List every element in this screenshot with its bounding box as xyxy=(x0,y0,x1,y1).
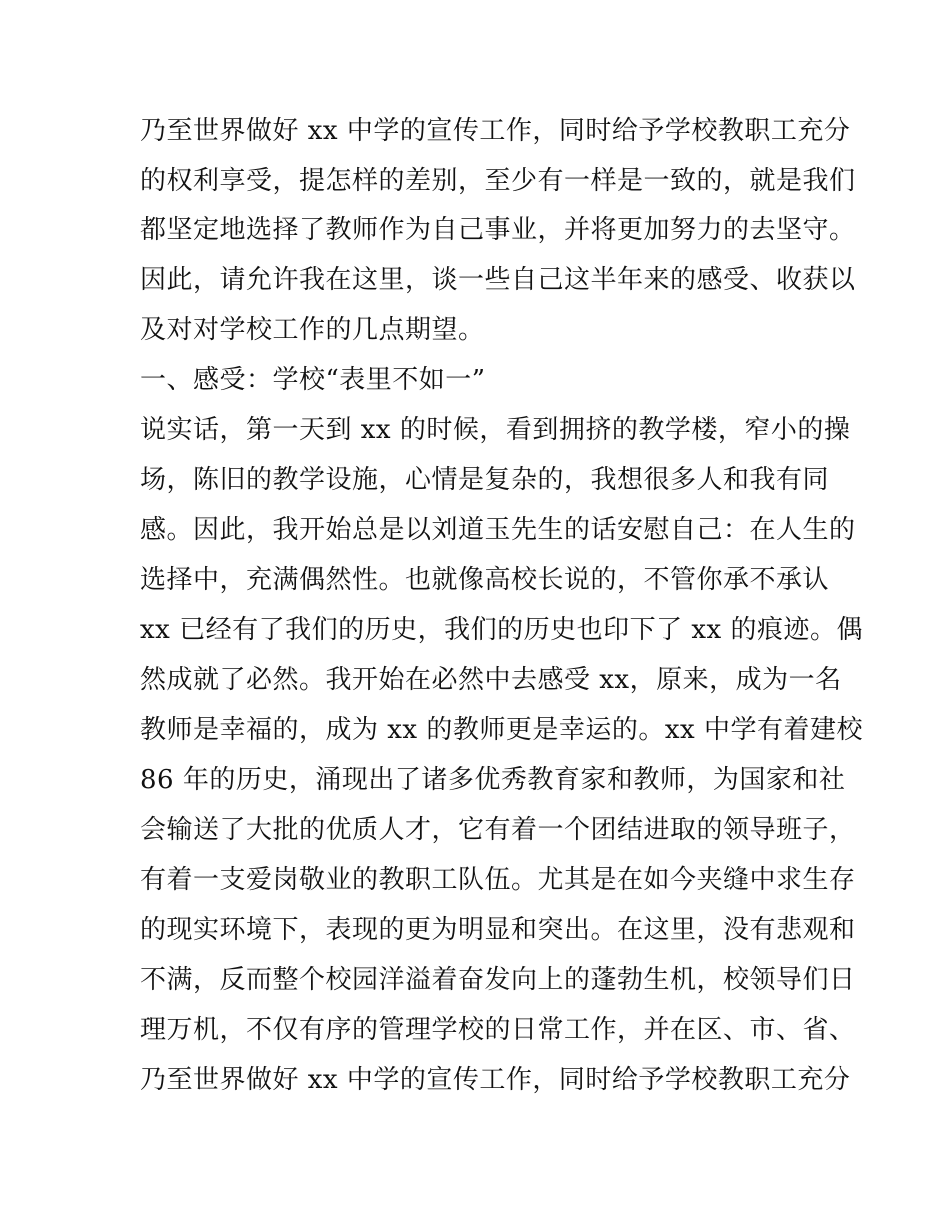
text-line: 说实话，第一天到 xx 的时候，看到拥挤的教学楼，窄小的操 xyxy=(140,415,851,445)
text-line: 及对对学校工作的几点期望。 xyxy=(140,315,485,345)
text-line: 感。因此，我开始总是以刘道玉先生的话安慰自己：在人生的 xyxy=(140,515,856,545)
text-line: 选择中，充满偶然性。也就像高校长说的，不管你承不承认 xyxy=(140,565,830,595)
text-line: 有着一支爱岗敬业的教职工队伍。尤其是在如今夹缝中求生存 xyxy=(140,865,856,895)
text-line: 都坚定地选择了教师作为自己事业，并将更加努力的去坚守。 xyxy=(140,215,856,245)
text-line: 乃至世界做好 xx 中学的宣传工作，同时给予学校教职工充分 xyxy=(140,116,851,146)
text-line: xx 已经有了我们的历史，我们的历史也印下了 xx 的痕迹。偶 xyxy=(140,615,863,645)
text-line: 乃至世界做好 xx 中学的宣传工作，同时给予学校教职工充分 xyxy=(140,1065,851,1095)
text-line: 理万机，不仅有序的管理学校的日常工作，并在区、市、省、 xyxy=(140,1015,856,1045)
text-line: 的现实环境下，表现的更为明显和突出。在这里，没有悲观和 xyxy=(140,915,856,945)
text-line: 的权利享受，提怎样的差别，至少有一样是一致的，就是我们 xyxy=(140,166,856,196)
text-line: 不满，反而整个校园洋溢着奋发向上的蓬勃生机，校领导们日 xyxy=(140,965,856,995)
section-heading: 一、感受：学校“表里不如一” xyxy=(140,365,486,395)
text-line: 教师是幸福的，成为 xx 的教师更是幸运的。xx 中学有着建校 xyxy=(140,715,863,745)
text-line: 然成就了必然。我开始在必然中去感受 xx，原来，成为一名 xyxy=(140,665,842,695)
text-line: 会输送了大批的优质人才，它有着一个团结进取的领导班子， xyxy=(140,815,856,845)
text-line: 场，陈旧的教学设施，心情是复杂的，我想很多人和我有同 xyxy=(140,465,830,495)
text-line: 86 年的历史，涌现出了诸多优秀教育家和教师，为国家和社 xyxy=(140,765,846,795)
text-line: 因此，请允许我在这里，谈一些自己这半年来的感受、收获以 xyxy=(140,265,856,295)
